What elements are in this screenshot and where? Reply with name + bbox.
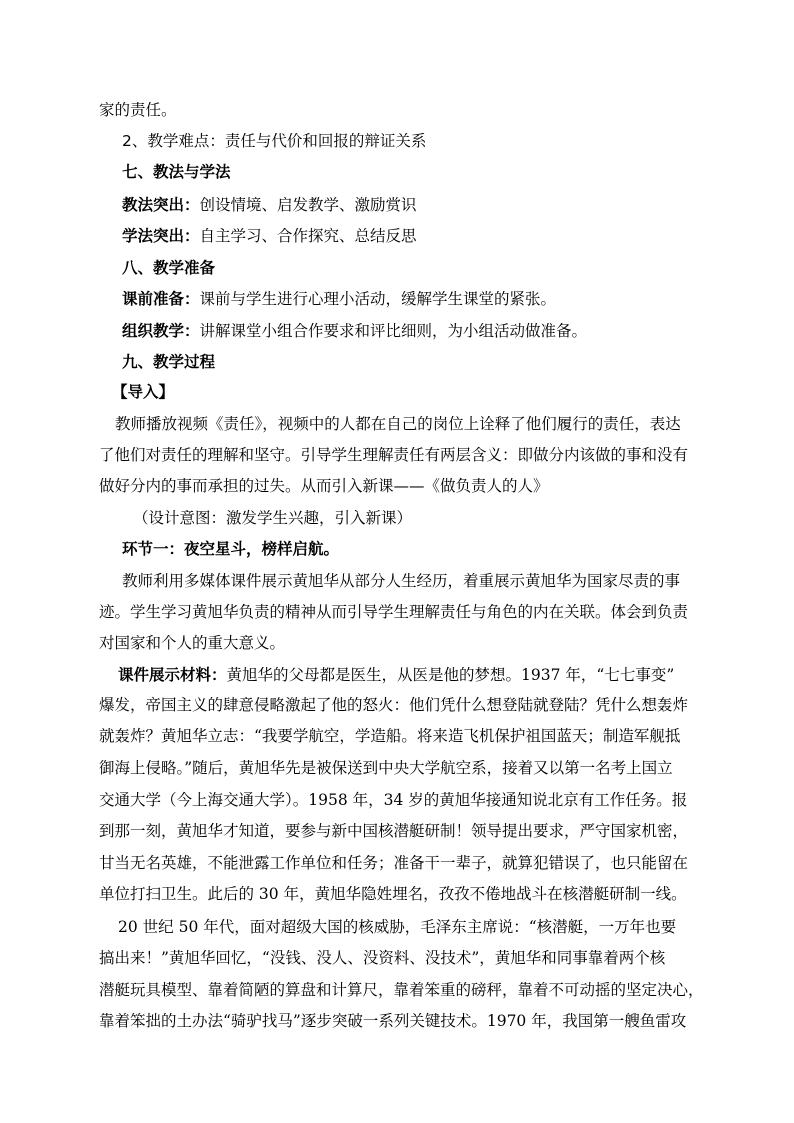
text-line: 教法突出：创设情境、启发教学、激励赏识 (122, 196, 417, 214)
text-line: 2、教学难点：责任与代价和回报的辩证关系 (122, 132, 427, 150)
section-heading: 七、教法与学法 (122, 163, 231, 181)
text-line: 了他们对责任的理解和坚守。引导学生理解责任有两层含义：即做分内该做的事和没有 (99, 446, 689, 464)
material-line: 就轰炸？黄旭华立志：“我要学航空，学造船。将来造飞机保护祖国蓝天；制造军舰抵 (99, 727, 681, 745)
material-line: 爆发，帝国主义的肆意侵略激起了他的怒火：他们凭什么想登陆就登陆？凭什么想轰炸 (99, 696, 689, 714)
material-line: 靠着笨拙的土办法“骑驴找马”逐步突破一系列关键技术。1970 年，我国第一艘鱼雷攻 (99, 1012, 687, 1030)
text-line: 家的责任。 (99, 101, 177, 119)
material-line: 搞出来！”黄旭华回忆，“没钱、没人、没资料、没技术”，黄旭华和同事靠着两个核 (99, 949, 666, 967)
text-line: 做好分内的事而承担的过失。从而引入新课——《做负责人的人》 (99, 477, 549, 495)
text-line: 课前准备：课前与学生进行心理小活动，缓解学生课堂的紧张。 (122, 290, 557, 308)
material-line: 课件展示材料：黄旭华的父母都是医生，从医是他的梦想。1937 年，“七七事变” (118, 665, 675, 684)
text-line: 教师播放视频《责任》，视频中的人都在自己的岗位上诠释了他们履行的责任，表达 (115, 415, 681, 433)
text-line: 教师利用多媒体课件展示黄旭华从部分人生经历，着重展示黄旭华为国家尽责的事 (122, 572, 681, 590)
material-line: 单位打扫卫生。此后的 30 年，黄旭华隐姓埋名，孜孜不倦地战斗在核潜艇研制一线。 (99, 885, 687, 903)
text-line: 对国家和个人的重大意义。 (99, 634, 286, 652)
material-line: 到那一刻，黄旭华才知道，要参与新中国核潜艇研制！领导提出要求，严守国家机密， (99, 822, 689, 840)
text-line: 迹。学生学习黄旭华负责的精神从而引导学生理解责任与角色的内在关联。体会到负责 (99, 603, 689, 621)
section-heading: 环节一：夜空星斗，榜样启航。 (122, 540, 340, 558)
section-heading: 八、教学准备 (122, 259, 216, 277)
design-note: （设计意图：激发学生兴趣，引入新课） (133, 509, 413, 527)
text-line: 学法突出：自主学习、合作探究、总结反思 (122, 227, 417, 245)
section-heading: 九、教学过程 (122, 353, 216, 371)
intro-heading: 【导入】 (112, 383, 175, 401)
material-line: 20 世纪 50 年代，面对超级大国的核威胁，毛泽东主席说：“核潜艇，一万年也要 (118, 918, 677, 936)
material-line: 甘当无名英雄，不能泄露工作单位和任务；准备干一辈子，就算犯错误了，也只能留在 (99, 854, 689, 872)
text-line: 组织教学：讲解课堂小组合作要求和评比细则，为小组活动做准备。 (122, 322, 588, 340)
material-line: 潜艇玩具模型、靠着简陋的算盘和计算尺，靠着笨重的磅秤，靠着不可动摇的坚定决心， (99, 981, 704, 999)
material-line: 交通大学（今上海交通大学）。1958 年，34 岁的黄旭华接通知说北京有工作任务。报 (99, 791, 688, 809)
material-line: 御海上侵略。”随后，黄旭华先是被保送到中央大学航空系，接着又以第一名考上国立 (99, 759, 673, 777)
